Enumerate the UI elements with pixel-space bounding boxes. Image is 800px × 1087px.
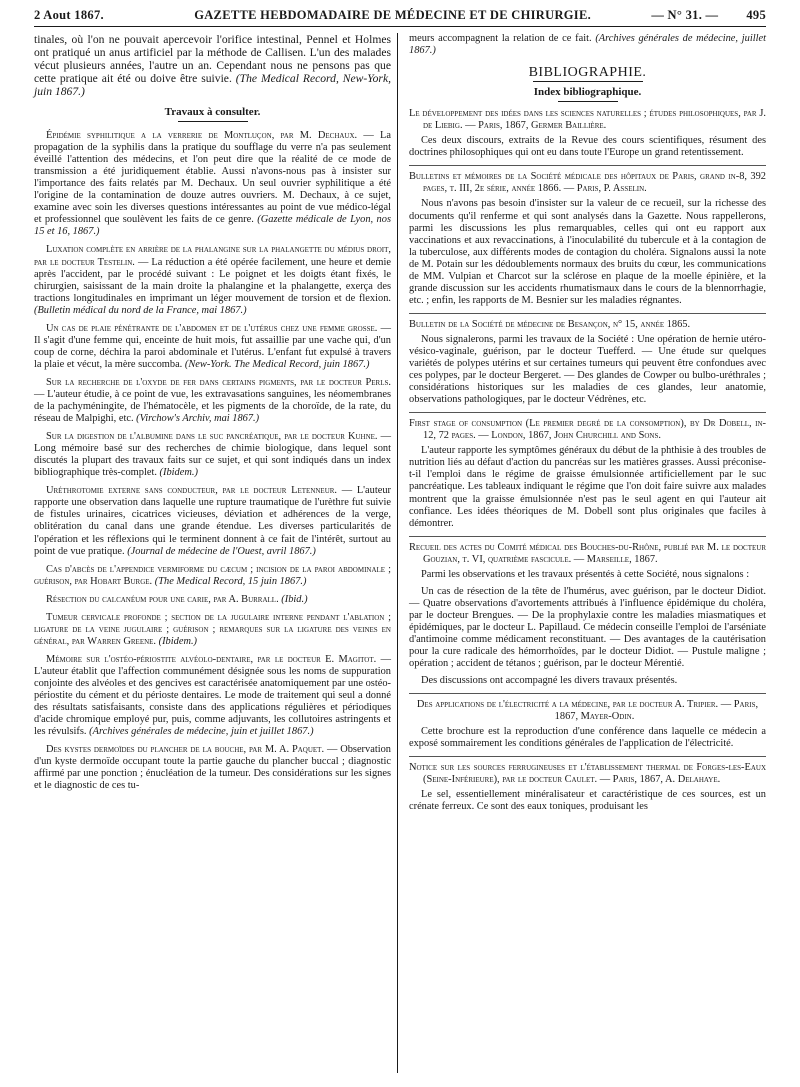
right-intro: meurs accompagnent la relation de ce fait. (Archives générales de médecine, juillet 1867.): [409, 33, 766, 57]
article-entry: Un cas de plaie pénétrante de l'abdomen et de l'utérus chez une femme grosse. — Il s'agit d'une femme qui, enceinte de huit mois, fut assaillie par une vache qui, d'un coup de corne, déchira la paroi abdominale et l'utérus. L'enfant fut expulsé à travers la plaie et vécut, la mère succomba. (New-York. The Medical Record, juin 1867.): [34, 322, 391, 370]
section-rule: [178, 121, 248, 122]
divider: [409, 756, 766, 757]
review-entry: Le développement des idées dans les sciences naturelles ; études philosophiques, par J. de Liebig. — Paris, 1867, Germer Baillière. Ces deux discours, extraits de la Revue des cours scientifiques, résument des doctrines philosophiques qui ont eu dans toute l'Europe un grand retentissement.: [409, 108, 766, 159]
left-column: [34, 33, 391, 820]
article-entry: Mémoire sur l'ostéo-périostite alvéolo-dentaire, par le docteur E. Magitot. — L'auteur établit que l'affection communément désignée sous les noms de suppuration conjointe des alvéoles et des gencives est caractérisée anatomiquement par une ostéo-périostite du cément et du périoste dentaires. Le mode de traitement qui seul a donné des résultats satisfaisants, consiste dans des applications régulières et périodiques d'acide chromique employé pur, puis, comme adjuvants, les collutoires astringents et les révulsifs. (Archives générales de médecine, juin et juillet 1867.): [34, 653, 391, 738]
article-entry: Uréthrotomie externe sans conducteur, par le docteur Letenneur. — L'auteur rapporte une observation dans laquelle une rupture traumatique de l'urèthre fut suivie de fistules urinaires, cicatrices vicieuses, déviation et adhérences de la verge, oblitération du canal dans une grande étendue. Les diverses particularités de l'opération et les réflexions qui le terminent donnent à ce fait de l'intérêt, surtout au point de vue pratique. (Journal de médecine de l'Ouest, avril 1867.): [34, 485, 391, 557]
review-entry: First stage of consumption (Le premier degré de la consomption), by Dr Dobell, in-12, 72 pages. — London, 1867, John Churchill and Sons. L'auteur rapporte les symptômes généraux du début de la phthisie à des troubles de nutrition liés au défaut d'action du pancréas sur les matières grasses. Aussi préconise-t-il l'emploi dans le régime de graisse émulsionnée artificiellement par le suc pancréatique. Les tableaux indiquant le régime que l'on doit faire suivre aux malades montrent que la graisse émulsionnée n'est pas le seul agent en qui l'auteur ait confiance. Les idées théoriques de M. Dobell sont plus originales que faciles à démontrer.: [409, 418, 766, 529]
header-title: GAZETTE HEBDOMADAIRE DE MÉDECINE ET DE CHIRURGIE.: [194, 8, 592, 22]
divider: [409, 165, 766, 166]
article-entry: Des kystes dermoïdes du plancher de la bouche, par M. A. Paquet. — Observation d'un kyste dermoïde occupant toute la partie gauche du plancher buccal ; diagnostic affirmé par une ponction ; énucléation de la tumeur. Des considérations sur les signes et le diagnostic de ces tu-: [34, 744, 391, 792]
index-title: Index bibliographique.: [533, 86, 642, 99]
columns: [34, 33, 766, 820]
column-separator: [397, 33, 398, 1073]
article-entry: Luxation complète en arrière de la phalangine sur la phalangette du médius droit, par le docteur Testelin. — La réduction a été opérée facilement, une heure et demie après l'accident, par le procédé suivant : Le poignet et les doigts étant fixés, le chirurgien, saisissant de la main droite la phalangine et la phalangette, exerça des tractions longitudinales en imprimant un léger mouvement de torsion et de flexion. (Bulletin médical du nord de la France, mai 1867.): [34, 244, 391, 316]
header-page-number: 495: [746, 8, 766, 22]
header-issue: — N° 31. —: [651, 8, 719, 22]
divider: [409, 536, 766, 537]
divider: [409, 313, 766, 314]
review-entry: Bulletin de la Société de médecine de Besançon, n° 15, année 1865. Nous signalerons, parmi les travaux de la Société : Une opération de hernie utéro-vésico-vaginale, guérison, par le docteur Tuefferd. — Une étude sur quelques variétés de polypes utérins et sur certaines tumeurs qui peuvent être confondues avec ces polypes, par le docteur Bergeret. — Des glandes de Cowper ou bulbo-uréthrales ; considérations historiques sur les maladies de ces glandes, leur anatomie, observations pathologiques, par le docteur Védrènes, etc.: [409, 318, 766, 406]
left-intro: tinales, où l'on ne pouvait apercevoir l'orifice intestinal, Pennel et Holmes ont pratiqué un anus artificiel par la méthode de Callisen. L'un des malades vécut plusieurs années, l'autre un an. Cependant nous ne pensons pas que cette pratique ait été ou doive être suivie. (The Medical Record, New-York, juin 1867.): [34, 33, 391, 98]
review-entry: Notice sur les sources ferrugineuses et l'établissement thermal de Forges-les-Eaux (Seine-Inférieure), par le docteur Caulet. — Paris, 1867, A. Delahaye. Le sel, essentiellement minéralisateur et caractéristique de ces sources, est un crénate ferreux. Ce sont des eaux toniques, produisant les: [409, 762, 766, 813]
section-title: Travaux à consulter.: [164, 106, 261, 118]
divider: [409, 412, 766, 413]
article-entry: Sur la digestion de l'albumine dans le suc pancréatique, par le docteur Kuhne. — Long mémoire basé sur des recherches de chimie biologique, dans lequel sont discutés la plupart des travaux faits sur ce sujet, et qui sont indiqués dans un index bibliographique très-complet. (Ibidem.): [34, 431, 392, 479]
header-date: 2 Aout 1867.: [34, 8, 104, 22]
index-rule: [558, 101, 618, 102]
article-entry: Sur la recherche de l'oxyde de fer dans certains pigments, par le docteur Perls. — L'auteur étudie, à ce point de vue, les extravasations sanguines, les néomembranes de la pachyméningite, de l'hématocèle, et les pigments de la choroïde, de la rate, du réseau de Malpighi, etc. (Virchow's Archiv, mai 1867.): [34, 376, 391, 425]
article-entry: Cas d'abcès de l'appendice vermiforme du cæcum ; incision de la paroi abdominale ; guérison, par Hobart Burge. (The Medical Record, 15 juin 1867.): [34, 563, 391, 587]
bibliography-title: BIBLIOGRAPHIE.: [528, 65, 647, 81]
right-column: [409, 33, 766, 820]
article-entry: Tumeur cervicale profonde ; section de la jugulaire interne pendant l'ablation ; ligature de la veine jugulaire ; guérison ; remarques sur la ligature des veines en général, par Warren Greene. (Ibidem.): [34, 611, 391, 647]
article-entry: Résection du calcanéum pour une carie, par A. Burrall. (Ibid.): [46, 593, 308, 605]
review-entry: Des applications de l'électricité a la médecine, par le docteur A. Tripier. — Paris, 1867, Mayer-Odin. Cette brochure est la reproduction d'une conférence dans laquelle ce médecin a exposé sommairement les conditions générales de l'application de l'électricité.: [409, 699, 766, 750]
divider: [409, 693, 766, 694]
bibliography-rule: [533, 81, 643, 82]
article-entry: Épidémie syphilitique a la verrerie de Montluçon, par M. Dechaux. — La propagation de la syphilis dans la pratique du soufflage du verre n'a pas seulement éveillé l'attention des médecins, et l'on peut dire que la réalité de ce mode de transmission a été juridiquement établie. Aussi n'avons-nous pas à insister sur l'importance des faits relatés par M. Dechaux. Un seul ouvrier syphilitique a été l'origine de la contamination de douze autres ouvriers. M. Dechaux, à ce sujet, examine avec soin les diverses questions intéressantes au point de vue médico-légal et professionnel que soulèvent les faits de ce genre. (Gazette médicale de Lyon, nos 15 et 16, 1867.): [34, 130, 391, 238]
page-header: [34, 8, 766, 27]
review-entry: Recueil des actes du Comité médical des Bouches-du-Rhône, publié par M. le docteur Gouzian, t. VI, quatrième fascicule. — Marseille, 1867. Parmi les observations et les travaux présentés à cette Société, nous signalons : Un cas de résection de la tête de l'humérus, avec guérison, par le docteur Didiot. — Quatre observations d'avortements attribués à l'influence épidémique du choléra, par le docteur Brengues. — De la prophylaxie contre les maladies miasmatiques et épidémiques, par le docteur L. Papillaud. Ce médecin conseille l'emploi de l'arséniate d'antimoine comme médicament reconstituant. — Des avantages de la cautérisation pour la cure radicale des hémorrhoïdes, par le docteur Didiot. — Pustule maligne ; opération ; accident de tétanos ; guérison, par le docteur Mérentié. Des discussions ont accompagné les divers travaux présentés.: [409, 541, 766, 687]
review-entry: Bulletins et mémoires de la Société médicale des hôpitaux de Paris, grand in-8, 392 pages, t. III, 2e série, année 1866. — Paris, P. Asselin. Nous n'avons pas besoin d'insister sur la valeur de ce recueil, sur la richesse des documents qu'il renferme et qui sont analysés dans la Gazette. Nous rappellerons, parmi les discussions les plus remarquables, celles qui ont eu rapport aux vaccinations et aux revaccinations, à l'inoculabilité du tubercule et à la contagion de la tuberculose, aux différents modes de contagion du choléra. Signalons aussi la note de M. Potain sur les dédoublements normaux des bruits du cœur, les communications de MM. Vulpian et Charcot sur la sclérose en plaque de la moelle épinière, et la grande discussion sur les accidents rhumatismaux dans le cours de la blennorrhagie, etc. ; enfin, les rapports de M. Besnier sur les maladies régnantes.: [409, 171, 766, 306]
